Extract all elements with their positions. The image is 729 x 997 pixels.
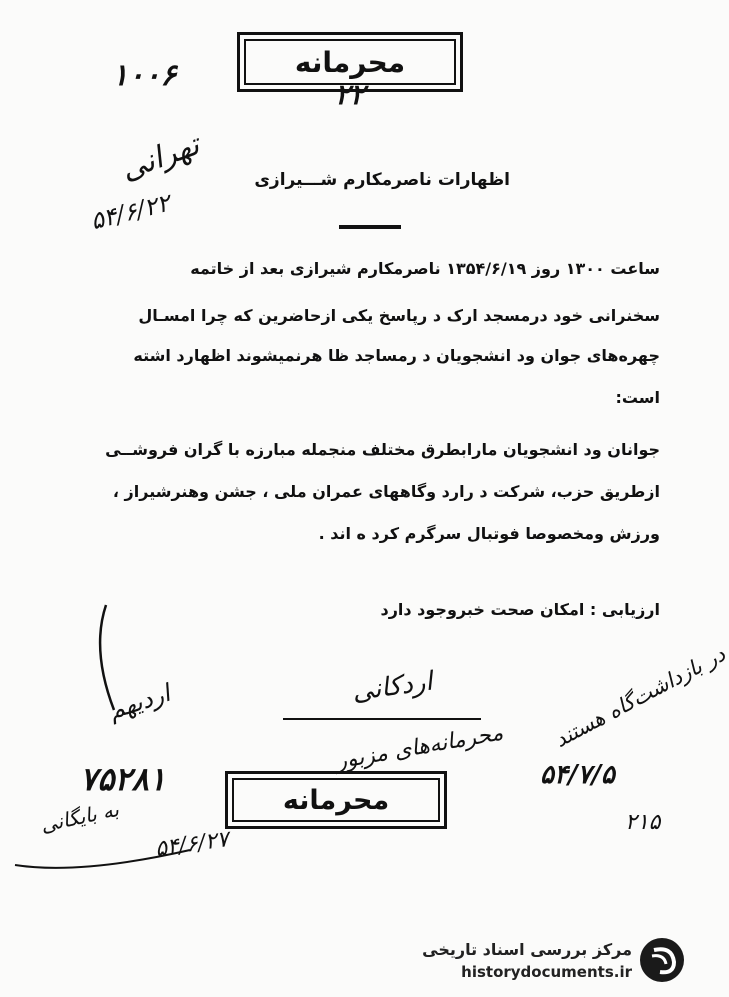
top-signature: تهرانی: [116, 127, 204, 188]
bottom-left-stroke: [10, 830, 200, 880]
left-margin-note: اردیهم: [105, 679, 174, 725]
archive-website[interactable]: historydocuments.ir: [461, 963, 632, 981]
right-note-date: ۵۴/۷/۵: [540, 760, 615, 790]
archive-name: مرکز بررسی اسناد تاریخی: [422, 940, 632, 959]
document-number: ۱۰۰۶: [112, 58, 177, 93]
top-date: ۵۴/۶/۲۲: [87, 188, 173, 236]
bottom-left-note: به بایگانی: [38, 797, 121, 837]
body-line-3: چهره‌های جوان ود انشجویان د رمساجد ظا هرنمیشوند اظهارد اشته: [133, 346, 660, 365]
confidential-stamp-bottom: [225, 771, 447, 829]
middle-handwritten-note: محرمانه‌های مزبور: [334, 720, 505, 775]
page-title: اظهارات ناصرمکارم شـــیرازی: [254, 170, 510, 190]
assessment: ارزیابی : امکان صحت خبروجود دارد: [380, 600, 660, 619]
title-underline: [339, 225, 401, 229]
bottom-number: ۷۵۲۸۱: [80, 760, 166, 798]
right-handwritten-note: در بازداشت‌گاه هستند: [550, 641, 729, 753]
stamp-text: محرمانه: [244, 39, 456, 85]
body-line-6: ازطریق حزب، شرکت د رارد وگاههای عمران ملی ، جشن وهنرشیراز ،: [112, 482, 660, 501]
body-line-7: ورزش ومخصوصا فوتبال سرگرم کرد ه اند .: [318, 524, 660, 543]
bottom-left-date: ۵۴/۶/۲۷: [153, 826, 231, 863]
archive-logo-icon: [640, 938, 684, 982]
folder-number: ۲۲: [335, 78, 366, 111]
signature-line: [283, 718, 481, 720]
body-line-1: ساعت ۱۳۰۰ روز ۱۳۵۴/۶/۱۹ ناصرمکارم شیرازی بعد از خاتمه: [190, 259, 660, 278]
body-line-5: جوانان ود انشجویان مارابطرق مختلف منجمله مبارزه با گران فروشــی: [105, 440, 660, 459]
right-note-code: ۲۱۵: [625, 810, 661, 835]
bottom-signature: اردکانی: [350, 666, 435, 708]
stamp-text: محرمانه: [232, 778, 440, 822]
body-line-4: است:: [615, 388, 660, 407]
body-line-2: سخنرانی خود درمسجد ارک د رپاسخ یکی ازحاضرین که چرا امسـال: [138, 306, 660, 325]
